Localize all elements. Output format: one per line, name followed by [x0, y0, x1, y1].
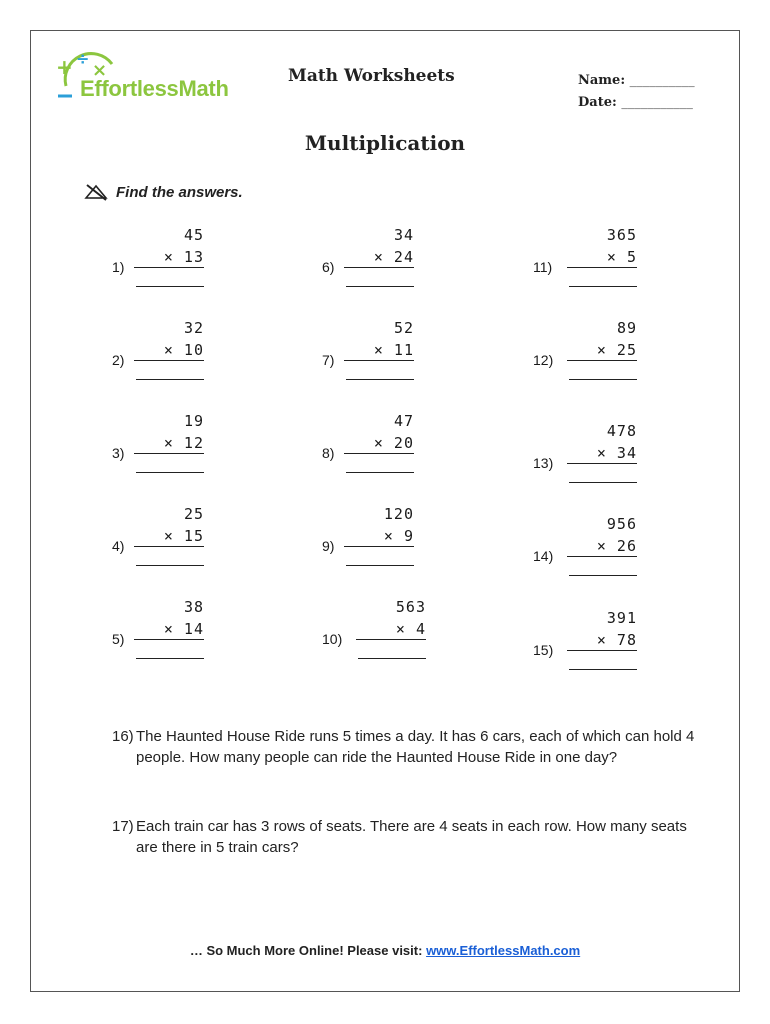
instruction [84, 182, 243, 202]
multiplier: × 10 [163, 341, 204, 359]
svg-text:+: + [56, 55, 73, 79]
problem-5 [112, 598, 312, 668]
problem-number: 6) [322, 259, 335, 275]
multiplier: × 12 [163, 434, 204, 452]
word-problem-number: 16) [112, 728, 134, 745]
multiplicand: 120 [383, 505, 414, 523]
footer-text: … So Much More Online! Please visit: [189, 943, 423, 958]
word-problem-text: Each train car has 3 rows of seats. There are 4 seats in each row. How many seats are there in 5 train cars? [136, 818, 687, 856]
problem-rule [567, 463, 637, 464]
answer-line [136, 658, 204, 659]
multiplicand: 38 [183, 598, 204, 616]
problem-11 [533, 226, 733, 296]
problem-rule [356, 639, 426, 640]
problem-2 [112, 319, 312, 389]
worksheet-title: Math Worksheets [288, 66, 455, 86]
answer-line [569, 286, 637, 287]
date-line: ___________ [621, 95, 693, 110]
instruction-text: Find the answers. [116, 183, 243, 201]
word-problem-number: 17) [112, 818, 134, 835]
problem-rule [567, 556, 637, 557]
multiplicand: 25 [183, 505, 204, 523]
name-field [578, 70, 695, 92]
logo-text: EffortlessMath [80, 76, 229, 101]
svg-text:×: × [92, 60, 108, 81]
problem-rule [567, 650, 637, 651]
problem-number: 10) [322, 631, 343, 647]
word-problem-text: The Haunted House Ride runs 5 times a day. It has 6 cars, each of which can hold 4 people. How many people can ride the Haunted House Ride in one day? [136, 728, 695, 766]
multiplier: × 26 [596, 537, 637, 555]
multiplicand: 563 [395, 598, 426, 616]
website-link[interactable]: www.EffortlessMath.com [426, 943, 581, 958]
multiplicand: 478 [606, 422, 637, 440]
problem-rule [134, 360, 204, 361]
answer-line [136, 286, 204, 287]
problem-14 [533, 515, 733, 585]
effortlessmath-logo [52, 46, 242, 106]
multiplier: × 24 [373, 248, 414, 266]
answer-line [136, 472, 204, 473]
pencil-paper-icon [84, 182, 110, 202]
multiplier: × 9 [383, 527, 414, 545]
problem-rule [134, 639, 204, 640]
multiplier: × 15 [163, 527, 204, 545]
problem-rule [134, 453, 204, 454]
problem-10 [322, 598, 522, 668]
answer-line [346, 565, 414, 566]
problem-number: 2) [112, 352, 125, 368]
problem-rule [134, 267, 204, 268]
multiplier: × 34 [596, 444, 637, 462]
name-date-block [578, 70, 695, 114]
problem-9 [322, 505, 522, 575]
problem-number: 5) [112, 631, 125, 647]
multiplier: × 13 [163, 248, 204, 266]
multiplier: × 25 [596, 341, 637, 359]
multiplicand: 365 [606, 226, 637, 244]
problem-number: 9) [322, 538, 335, 554]
word-problem-17 [112, 816, 712, 858]
multiplicand: 19 [183, 412, 204, 430]
problem-rule [344, 453, 414, 454]
problem-number: 11) [533, 259, 553, 275]
problem-number: 12) [533, 352, 554, 368]
answer-line [569, 482, 637, 483]
problem-15 [533, 609, 733, 679]
multiplicand: 32 [183, 319, 204, 337]
problem-6 [322, 226, 522, 296]
problem-7 [322, 319, 522, 389]
multiplicand: 391 [606, 609, 637, 627]
answer-line [346, 472, 414, 473]
problem-1 [112, 226, 312, 296]
problem-3 [112, 412, 312, 482]
multiplier: × 14 [163, 620, 204, 638]
problem-rule [344, 360, 414, 361]
answer-line [569, 575, 637, 576]
problem-number: 15) [533, 642, 554, 658]
problem-number: 4) [112, 538, 125, 554]
multiplier: × 4 [395, 620, 426, 638]
multiplicand: 956 [606, 515, 637, 533]
problem-rule [567, 360, 637, 361]
problem-number: 3) [112, 445, 125, 461]
multiplicand: 89 [616, 319, 637, 337]
problem-12 [533, 319, 733, 389]
multiplicand: 45 [183, 226, 204, 244]
problem-rule [134, 546, 204, 547]
problem-number: 1) [112, 259, 125, 275]
problem-number: 14) [533, 548, 554, 564]
date-label: Date: [578, 95, 617, 110]
answer-line [569, 669, 637, 670]
date-field [578, 92, 695, 114]
multiplicand: 34 [393, 226, 414, 244]
multiplicand: 52 [393, 319, 414, 337]
multiplier: × 11 [373, 341, 414, 359]
problem-8 [322, 412, 522, 482]
footer [0, 943, 770, 958]
name-line: __________ [629, 73, 695, 88]
page-title: Multiplication [304, 131, 466, 155]
problem-number: 13) [533, 455, 554, 471]
svg-text:÷: ÷ [76, 49, 90, 68]
answer-line [358, 658, 426, 659]
answer-line [346, 379, 414, 380]
multiplier: × 20 [373, 434, 414, 452]
multiplicand: 47 [393, 412, 414, 430]
answer-line [346, 286, 414, 287]
problem-rule [567, 267, 637, 268]
answer-line [136, 379, 204, 380]
answer-line [136, 565, 204, 566]
problem-rule [344, 267, 414, 268]
problem-rule [344, 546, 414, 547]
word-problem-16 [112, 726, 712, 768]
multiplier: × 5 [606, 248, 637, 266]
answer-line [569, 379, 637, 380]
multiplier: × 78 [596, 631, 637, 649]
name-label: Name: [578, 73, 626, 88]
problem-number: 7) [322, 352, 335, 368]
problem-13 [533, 422, 733, 492]
problem-number: 8) [322, 445, 335, 461]
problem-4 [112, 505, 312, 575]
